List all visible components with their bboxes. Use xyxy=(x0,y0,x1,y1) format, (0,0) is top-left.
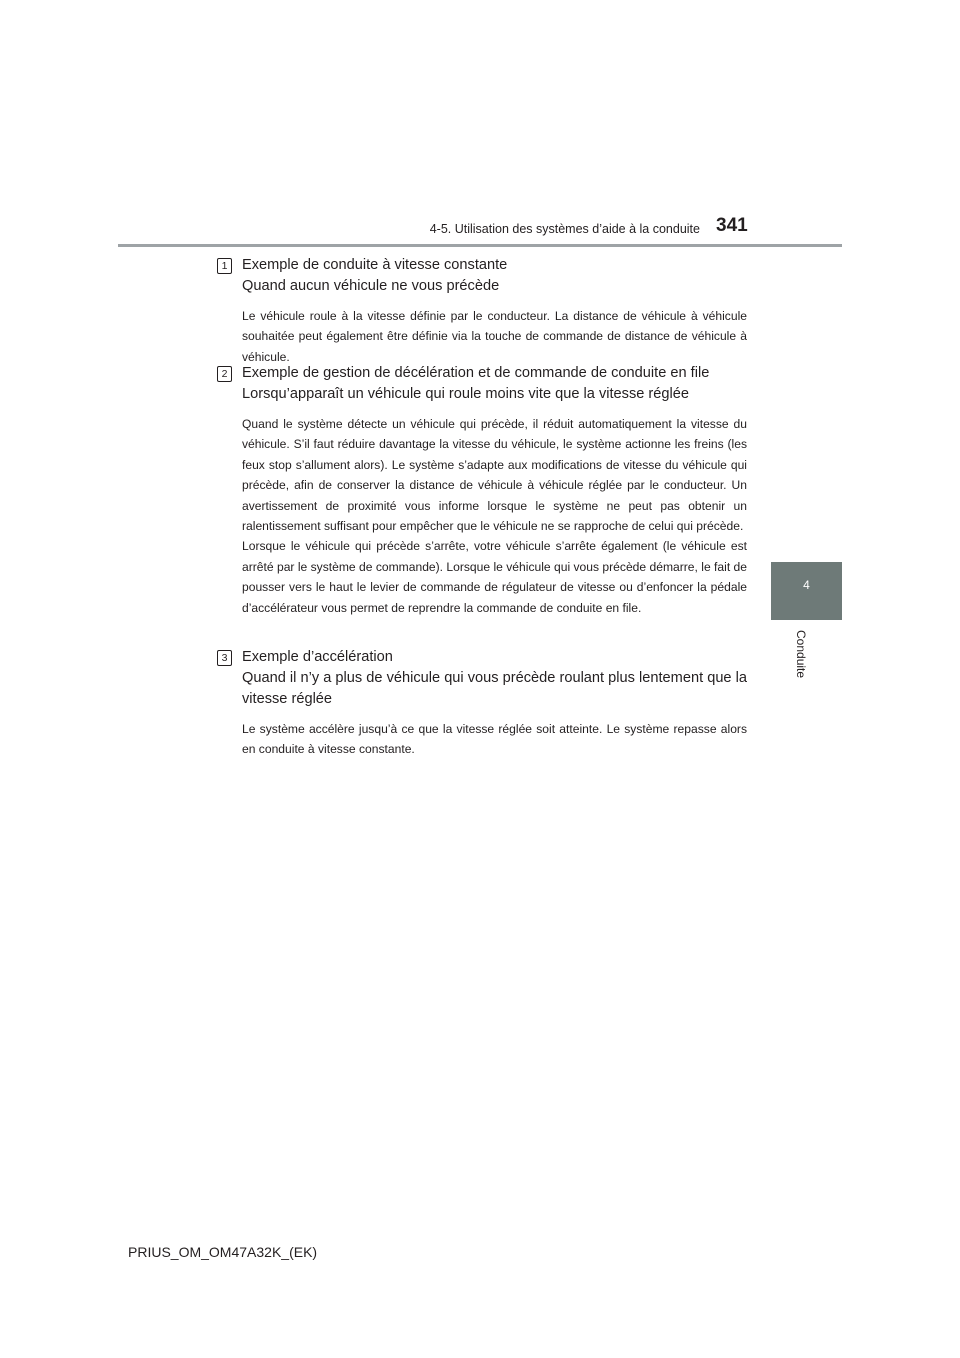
item-body xyxy=(242,414,747,618)
item-subtitle: Quand aucun véhicule ne vous précède xyxy=(242,278,500,294)
body-paragraph: Quand le système détecte un véhicule qui précède, il réduit automatiquement la vitesse du véhicule. S’il faut réduire davantage la vitesse du véhicule, le système actionne les freins (les feux stop s’allument alors). Le système s’adapte aux modifications de vitesse du véhicule qui précède, afin de conserver la distance de véhicule à véhicule réglée par le conducteur. Un avertissement de proximité vous informe lorsque le système ne peut pas obtenir un ralentissement suffisant pour empêcher que le véhicule ne se rapproche de celui qui précède. xyxy=(242,417,747,534)
item-title: Exemple de gestion de décélération et de commande de conduite en file xyxy=(242,365,710,381)
chapter-number: 4 xyxy=(803,578,810,592)
body-paragraph: Lorsque le véhicule qui précède s’arrête, votre véhicule s’arrête également (le véhicule est arrêté par le système de commande). Lorsque le véhicule qui vous précède démarre, le fait de pousser vers le haut le levier de commande de régulateur de vitesse ou d’enfoncer la pédale d’accélérateur vous permet de reprendre la commande de conduite en file. xyxy=(242,539,747,615)
list-item xyxy=(217,255,747,367)
item-subtitle: Quand il n’y a plus de véhicule qui vous précède roulant plus lentement que la vitesse réglée xyxy=(242,670,747,707)
item-number-badge: 2 xyxy=(217,366,232,382)
page-number: 341 xyxy=(716,215,748,236)
list-item xyxy=(217,363,747,618)
item-number-badge: 1 xyxy=(217,258,232,274)
body-paragraph: Le véhicule roule à la vitesse définie par le conducteur. La distance de véhicule à véhicule souhaitée peut également être définie via la touche de commande de distance de véhicule à véhicule. xyxy=(242,309,747,364)
body-paragraph: Le système accélère jusqu’à ce que la vitesse réglée soit atteinte. Le système repasse alors en conduite à vitesse constante. xyxy=(242,722,747,757)
section-title: 4-5. Utilisation des systèmes d’aide à la conduite xyxy=(429,222,700,236)
item-title: Exemple d’accélération xyxy=(242,649,393,665)
chapter-label: Conduite xyxy=(794,630,808,679)
item-body xyxy=(242,306,747,367)
item-title: Exemple de conduite à vitesse constante xyxy=(242,257,508,273)
list-item xyxy=(217,647,747,760)
item-body xyxy=(242,719,747,760)
item-number-badge: 3 xyxy=(217,650,232,666)
item-subtitle: Lorsqu’apparaît un véhicule qui roule moins vite que la vitesse réglée xyxy=(242,386,689,402)
document-code: PRIUS_OM_OM47A32K_(EK) xyxy=(128,1244,318,1260)
